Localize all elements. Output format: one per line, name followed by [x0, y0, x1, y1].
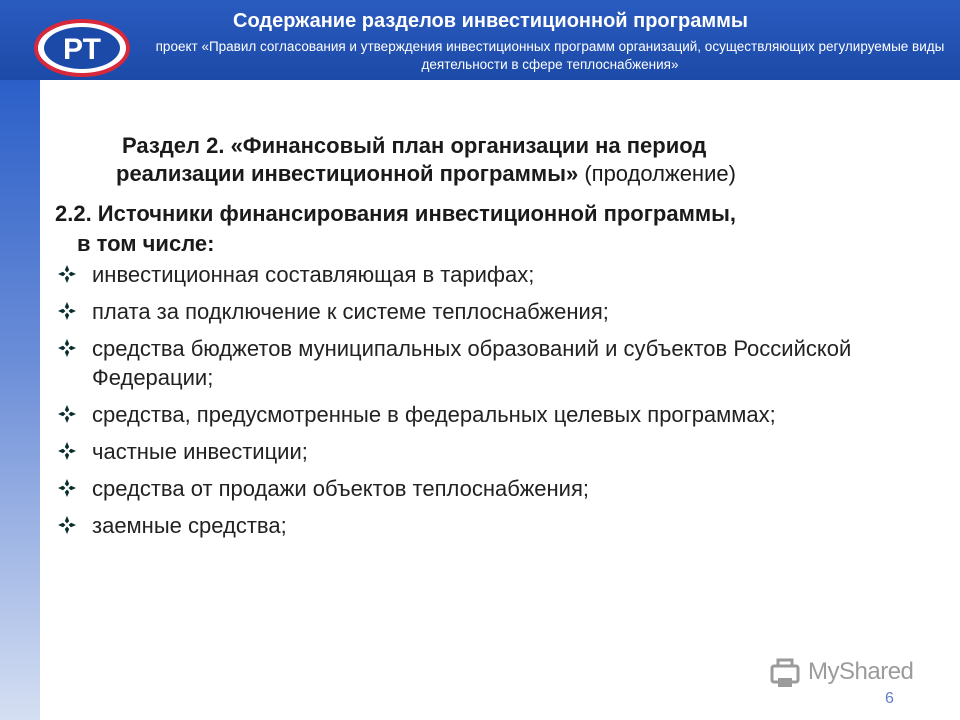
diamond-bullet-icon	[57, 439, 77, 459]
list-item-text: средства, предусмотренные в федеральных целевых программах;	[92, 402, 776, 427]
left-gradient-panel	[0, 80, 40, 720]
myshared-logo-icon	[768, 656, 802, 690]
diamond-bullet-icon	[57, 299, 77, 319]
list-item	[55, 334, 935, 392]
list-item	[55, 297, 935, 326]
diamond-bullet-icon	[57, 336, 77, 356]
list-item-text: инвестиционная составляющая в тарифах;	[92, 262, 535, 287]
diamond-bullet-icon	[57, 476, 77, 496]
list-item	[55, 260, 935, 289]
funding-sources-heading-line2: в том числе:	[77, 231, 215, 256]
diamond-bullet-icon	[57, 402, 77, 422]
section-title	[116, 132, 922, 188]
section-title-line2	[116, 160, 922, 188]
list-item	[55, 400, 935, 429]
slide-content	[40, 92, 960, 720]
page-number: 6	[885, 690, 894, 707]
myshared-watermark	[768, 656, 928, 690]
section-title-continuation: (продолжение)	[578, 161, 736, 186]
slide-header	[0, 0, 960, 80]
list-item	[55, 474, 935, 503]
list-item-text: средства бюджетов муниципальных образований и субъектов Российской Федерации;	[92, 336, 852, 390]
watermark-text: MyShared	[808, 658, 914, 685]
list-item-text: частные инвестиции;	[92, 439, 308, 464]
list-item	[55, 437, 935, 466]
funding-sources-list	[55, 260, 935, 548]
list-item-text: заемные средства;	[92, 513, 287, 538]
section-title-bold-part: реализации инвестиционной программы»	[116, 161, 579, 186]
list-item	[55, 511, 935, 540]
section-title-line1: Раздел 2. «Финансовый план организации на период	[122, 133, 707, 158]
logo-text: РТ	[63, 33, 101, 66]
list-item-text: средства от продажи объектов теплоснабжения;	[92, 476, 589, 501]
funding-sources-heading-line1: 2.2. Источники финансирования инвестиционной программы,	[55, 201, 737, 226]
funding-sources-heading	[55, 199, 915, 259]
list-item-text: плата за подключение к системе теплоснабжения;	[92, 299, 609, 324]
diamond-bullet-icon	[57, 513, 77, 533]
rt-logo-icon	[34, 19, 130, 77]
diamond-bullet-icon	[57, 262, 77, 282]
header-subtitle: проект «Правил согласования и утверждения инвестиционных программ организаций, осуществляющих регулируемые виды деятельности в сфере теплоснабжения»	[155, 39, 945, 72]
header-title: Содержание разделов инвестиционной программы	[233, 10, 748, 32]
